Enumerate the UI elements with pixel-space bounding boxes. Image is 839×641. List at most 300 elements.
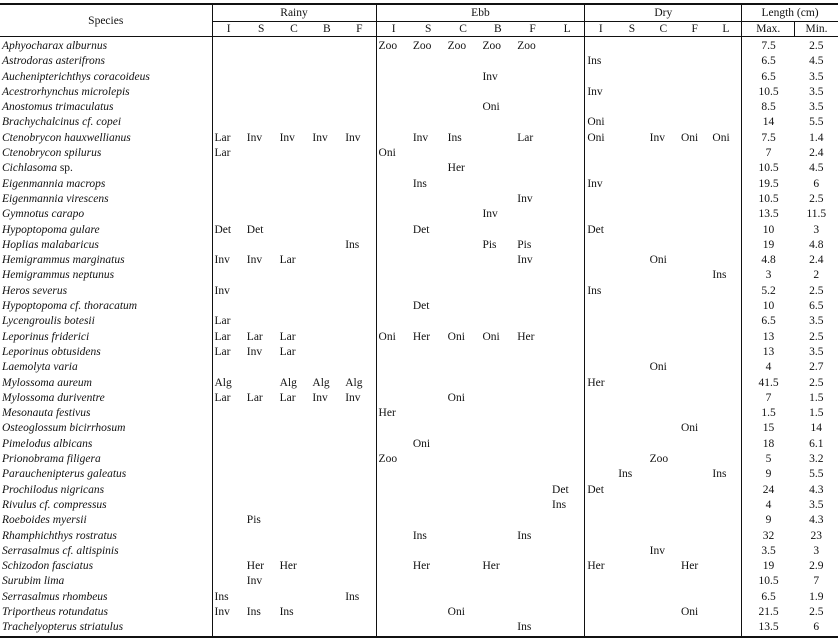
dry-diet-cell xyxy=(648,192,679,207)
ebb-diet-cell: Inv xyxy=(412,131,429,144)
dry-diet-cell xyxy=(710,513,741,528)
rainy-diet-cell xyxy=(343,452,376,467)
ebb-diet-cell xyxy=(515,223,550,238)
dry-diet-cell: Inv xyxy=(649,544,665,557)
table-row xyxy=(0,483,838,498)
rainy-diet-cell xyxy=(343,498,376,513)
dry-diet-cell xyxy=(679,437,710,452)
rainy-diet-cell: Inv xyxy=(246,254,263,267)
ebb-diet-cell xyxy=(411,391,446,406)
dry-diet-cell xyxy=(710,345,741,360)
length-max-cell: 4 xyxy=(742,498,795,513)
ebb-diet-cell xyxy=(411,100,446,115)
rainy-diet-cell xyxy=(212,437,245,452)
dry-diet-cell xyxy=(648,299,679,314)
length-group-header: Length (cm) xyxy=(742,4,838,22)
length-min-cell: 6 xyxy=(795,620,838,636)
ebb-diet-cell: Oni xyxy=(447,391,465,404)
species-cell xyxy=(0,100,212,115)
dry-diet-cell xyxy=(679,70,710,85)
ebb-diet-cell xyxy=(515,544,550,559)
ebb-diet-cell xyxy=(480,268,515,283)
ebb-diet-cell: Pis xyxy=(482,238,497,251)
dry-diet-cell xyxy=(710,452,741,467)
ebb-diet-cell xyxy=(411,70,446,85)
rainy-diet-cell: Lar xyxy=(212,345,245,360)
rainy-diet-cell xyxy=(245,37,278,55)
species-cell xyxy=(0,330,212,345)
ebb-diet-cell xyxy=(515,207,550,222)
dry-diet-cell xyxy=(710,85,741,100)
ebb-diet-cell xyxy=(446,100,481,115)
ebb-diet-cell xyxy=(446,314,481,329)
length-max-cell: 1.5 xyxy=(742,406,795,421)
ebb-diet-cell xyxy=(411,590,446,605)
rainy-diet-cell xyxy=(310,360,343,375)
ebb-diet-cell xyxy=(376,590,411,605)
rainy-diet-cell xyxy=(310,529,343,544)
rainy-diet-cell xyxy=(245,284,278,299)
rainy-diet-cell xyxy=(245,590,278,605)
table-row xyxy=(0,314,838,329)
rainy-diet-cell xyxy=(343,345,376,360)
rainy-diet-cell xyxy=(343,223,376,238)
ebb-diet-cell: Zoo xyxy=(376,452,411,467)
dry-diet-cell xyxy=(648,345,679,360)
rainy-diet-cell xyxy=(278,590,311,605)
table-row xyxy=(0,131,838,146)
rainy-diet-cell: Inv xyxy=(345,391,361,404)
length-max-cell: 5 xyxy=(742,452,795,467)
ebb-diet-cell xyxy=(515,100,550,115)
ebb-diet-cell xyxy=(376,284,411,299)
dry-diet-cell xyxy=(710,483,741,498)
ebb-diet-cell xyxy=(446,421,481,436)
length-max-cell: 32 xyxy=(742,529,795,544)
subcolumn-header: S xyxy=(245,22,278,37)
ebb-diet-cell xyxy=(515,467,550,482)
dry-diet-cell xyxy=(585,452,616,467)
ebb-diet-cell xyxy=(550,115,585,130)
dry-diet-cell xyxy=(679,544,710,559)
dry-diet-cell: Oni xyxy=(585,115,616,130)
dry-diet-cell xyxy=(616,161,647,176)
species-cell xyxy=(0,223,212,238)
dry-diet-cell xyxy=(710,192,741,207)
length-min-cell: 3.5 xyxy=(809,498,824,511)
dry-diet-cell xyxy=(585,207,616,222)
rainy-diet-cell: Her xyxy=(246,560,265,573)
species-name: Lycengroulis botesii xyxy=(2,315,95,328)
length-min-cell: 14 xyxy=(810,422,823,435)
ebb-diet-cell xyxy=(515,268,550,283)
rainy-diet-cell xyxy=(310,223,343,238)
dry-diet-cell xyxy=(648,268,679,283)
length-min-cell: 3.5 xyxy=(809,101,824,114)
dry-diet-cell xyxy=(710,544,741,559)
length-min-cell: 2.5 xyxy=(809,40,824,52)
dry-diet-cell xyxy=(710,421,741,436)
species-name: Serrasalmus cf. altispinis xyxy=(2,544,119,557)
rainy-diet-cell xyxy=(278,115,311,130)
ebb-diet-cell xyxy=(480,223,515,238)
dry-diet-cell xyxy=(648,100,679,115)
rainy-diet-cell: Ins xyxy=(345,590,360,603)
table-row xyxy=(0,345,838,360)
table-row xyxy=(0,207,838,222)
rainy-diet-cell: Lar xyxy=(246,330,263,343)
dry-diet-cell xyxy=(679,452,710,467)
ebb-diet-cell xyxy=(446,85,481,100)
dry-diet-cell xyxy=(585,467,616,482)
rainy-diet-cell xyxy=(278,268,311,283)
ebb-diet-cell xyxy=(446,284,481,299)
table-row xyxy=(0,37,838,55)
species-cell xyxy=(0,314,212,329)
rainy-diet-cell xyxy=(310,559,343,574)
dry-diet-cell xyxy=(616,299,647,314)
table-row xyxy=(0,376,838,391)
ebb-diet-cell: Oni xyxy=(412,437,431,450)
length-min-cell: 7 xyxy=(813,575,820,588)
length-max-cell: 5.2 xyxy=(742,284,795,299)
species-name: Gymnotus carapo xyxy=(2,208,85,221)
species-cell xyxy=(0,192,212,207)
subcolumn-header: S xyxy=(616,22,647,37)
rainy-diet-cell xyxy=(245,406,278,421)
species-name: Prochilodus nigricans xyxy=(2,483,105,496)
rainy-diet-cell xyxy=(310,452,343,467)
ebb-diet-cell: Zoo xyxy=(482,40,501,52)
dry-diet-cell: Oni xyxy=(649,361,667,374)
dry-diet-cell xyxy=(648,620,679,636)
rainy-diet-cell: Her xyxy=(279,560,297,573)
dry-diet-cell xyxy=(616,253,647,268)
subcolumn-header: F xyxy=(679,22,710,37)
length-max-cell: 21.5 xyxy=(742,605,795,620)
species-cell xyxy=(0,467,212,482)
ebb-diet-cell xyxy=(550,620,585,636)
ebb-diet-cell xyxy=(411,574,446,589)
ebb-diet-cell xyxy=(550,345,585,360)
rainy-diet-cell xyxy=(245,498,278,513)
rainy-diet-cell xyxy=(245,421,278,436)
dry-diet-cell xyxy=(616,376,647,391)
ebb-diet-cell xyxy=(446,54,481,69)
length-max-cell: 4 xyxy=(742,360,795,375)
rainy-diet-cell xyxy=(245,376,278,391)
dry-diet-cell xyxy=(648,376,679,391)
ebb-diet-cell xyxy=(446,253,481,268)
rainy-diet-cell xyxy=(278,483,311,498)
dry-diet-cell xyxy=(710,54,741,69)
ebb-diet-cell xyxy=(446,620,481,636)
dry-diet-cell xyxy=(648,223,679,238)
ebb-diet-cell xyxy=(376,391,411,406)
dry-diet-cell xyxy=(648,590,679,605)
species-cell xyxy=(0,483,212,498)
rainy-diet-cell xyxy=(343,268,376,283)
ebb-diet-cell xyxy=(376,605,411,620)
dry-diet-cell xyxy=(648,467,679,482)
dry-diet-cell xyxy=(616,345,647,360)
ebb-diet-cell xyxy=(550,421,585,436)
dry-diet-cell xyxy=(648,37,679,55)
ebb-diet-cell xyxy=(550,37,585,55)
length-min-cell: 1.5 xyxy=(809,391,824,404)
ebb-diet-cell xyxy=(480,54,515,69)
species-name: Heros severus xyxy=(2,284,68,297)
rainy-diet-cell xyxy=(278,529,311,544)
dry-diet-cell xyxy=(679,100,710,115)
dry-diet-cell xyxy=(679,223,710,238)
rainy-diet-cell xyxy=(212,421,245,436)
length-min-cell: 4.3 xyxy=(809,514,824,527)
dry-diet-cell xyxy=(585,345,616,360)
table-row xyxy=(0,115,838,130)
ebb-diet-cell xyxy=(515,498,550,513)
ebb-diet-cell: Inv xyxy=(482,208,498,221)
species-name: Ctenobrycon spilurus xyxy=(2,147,102,160)
table-row xyxy=(0,437,838,452)
dry-diet-cell xyxy=(710,498,741,513)
dry-diet-cell xyxy=(710,376,741,391)
rainy-diet-cell xyxy=(310,605,343,620)
rainy-diet-cell xyxy=(343,253,376,268)
dry-diet-cell xyxy=(585,37,616,55)
ebb-diet-cell xyxy=(411,146,446,161)
dry-diet-cell xyxy=(616,421,647,436)
dry-diet-cell xyxy=(616,177,647,192)
dry-diet-cell xyxy=(710,605,741,620)
table-row xyxy=(0,360,838,375)
rainy-diet-cell xyxy=(310,299,343,314)
species-name: Serrasalmus rhombeus xyxy=(2,590,108,603)
ebb-diet-cell xyxy=(446,513,481,528)
dry-diet-cell xyxy=(585,406,616,421)
ebb-diet-cell xyxy=(411,421,446,436)
ebb-diet-cell xyxy=(376,161,411,176)
ebb-diet-cell xyxy=(446,345,481,360)
ebb-diet-cell xyxy=(376,223,411,238)
ebb-diet-cell xyxy=(480,620,515,636)
species-name: Triportheus rotundatus xyxy=(2,605,108,618)
ebb-diet-cell xyxy=(376,115,411,130)
length-max-cell: 6.5 xyxy=(742,70,795,85)
ebb-diet-cell xyxy=(376,314,411,329)
dry-diet-cell: Inv xyxy=(649,131,665,144)
dry-diet-cell: Ins xyxy=(712,468,727,481)
ebb-diet-cell xyxy=(446,437,481,452)
dry-diet-cell: Ins xyxy=(585,54,616,69)
table-row xyxy=(0,284,838,299)
ebb-diet-cell: Det xyxy=(412,300,430,313)
length-max-cell: 10.5 xyxy=(742,574,795,589)
rainy-diet-cell xyxy=(212,467,245,482)
rainy-diet-cell xyxy=(278,192,311,207)
rainy-diet-cell: Lar xyxy=(212,314,245,329)
length-min-cell: 2.4 xyxy=(809,254,824,267)
species-name: Osteoglossum bicirrhosum xyxy=(2,422,126,435)
dry-diet-cell: Her xyxy=(585,376,616,391)
ebb-diet-cell xyxy=(376,620,411,636)
rainy-diet-cell xyxy=(343,483,376,498)
dry-diet-cell xyxy=(585,590,616,605)
dry-diet-cell xyxy=(616,559,647,574)
species-column-header: Species xyxy=(0,4,212,37)
rainy-diet-cell: Alg xyxy=(279,376,297,389)
rainy-diet-cell xyxy=(278,498,311,513)
ebb-diet-cell xyxy=(480,253,515,268)
species-cell xyxy=(0,574,212,589)
dry-diet-cell xyxy=(679,192,710,207)
rainy-diet-cell xyxy=(212,544,245,559)
table-row xyxy=(0,391,838,406)
ebb-diet-cell xyxy=(480,376,515,391)
species-name: Auchenipterichthys coracoideus xyxy=(2,70,150,83)
length-max-cell: 4.8 xyxy=(742,253,795,268)
ebb-diet-cell xyxy=(446,574,481,589)
rainy-diet-cell xyxy=(343,70,376,85)
rainy-diet-cell: Lar xyxy=(279,254,296,267)
dry-diet-cell xyxy=(648,391,679,406)
rainy-diet-cell xyxy=(212,452,245,467)
species-cell xyxy=(0,452,212,467)
rainy-diet-cell xyxy=(310,100,343,115)
subcolumn-header: I xyxy=(376,22,411,37)
species-name: Roeboides myersii xyxy=(2,514,87,527)
dry-diet-cell: Ins xyxy=(618,468,633,481)
dry-diet-cell xyxy=(648,314,679,329)
length-max-cell: 19 xyxy=(742,238,795,253)
ebb-diet-cell xyxy=(480,177,515,192)
length-max-cell: 13.5 xyxy=(742,620,795,636)
ebb-diet-cell xyxy=(515,345,550,360)
rainy-diet-cell xyxy=(343,360,376,375)
subcolumn-header: B xyxy=(480,22,515,37)
dry-diet-cell xyxy=(710,391,741,406)
ebb-diet-cell xyxy=(515,177,550,192)
ebb-diet-cell xyxy=(550,360,585,375)
ebb-diet-cell xyxy=(480,391,515,406)
dry-diet-cell xyxy=(710,620,741,636)
dry-diet-cell xyxy=(585,330,616,345)
ebb-diet-cell xyxy=(376,299,411,314)
rainy-diet-cell: Alg xyxy=(345,376,363,389)
table-body xyxy=(0,37,838,637)
table-row xyxy=(0,330,838,345)
species-name: Mylossoma aureum xyxy=(2,376,92,389)
rainy-diet-cell: Lar xyxy=(279,391,296,404)
ebb-diet-cell xyxy=(515,161,550,176)
species-name: Leporinus friderici xyxy=(2,330,90,343)
ebb-diet-cell xyxy=(446,177,481,192)
ebb-diet-cell xyxy=(480,115,515,130)
dry-diet-cell xyxy=(616,452,647,467)
length-max-cell: 13.5 xyxy=(742,207,795,222)
dry-diet-cell xyxy=(648,498,679,513)
dry-diet-cell xyxy=(616,284,647,299)
ebb-diet-cell xyxy=(446,406,481,421)
dry-diet-cell xyxy=(585,314,616,329)
dry-diet-cell: Det xyxy=(585,483,616,498)
rainy-diet-cell xyxy=(245,314,278,329)
length-max-cell: 41.5 xyxy=(742,376,795,391)
ebb-diet-cell xyxy=(550,452,585,467)
ebb-diet-cell xyxy=(376,544,411,559)
ebb-group-header: Ebb xyxy=(376,4,585,22)
species-cell xyxy=(0,360,212,375)
rainy-diet-cell: Pis xyxy=(246,514,261,527)
ebb-diet-cell xyxy=(376,513,411,528)
rainy-diet-cell xyxy=(245,85,278,100)
rainy-diet-cell xyxy=(343,620,376,636)
ebb-diet-cell xyxy=(446,192,481,207)
ebb-diet-cell xyxy=(550,85,585,100)
dry-diet-cell xyxy=(648,238,679,253)
species-cell xyxy=(0,406,212,421)
length-max-cell: 15 xyxy=(742,421,795,436)
dry-diet-cell xyxy=(616,360,647,375)
species-name: Rivulus cf. compressus xyxy=(2,498,107,511)
dry-diet-cell xyxy=(648,513,679,528)
length-min-cell: 1.9 xyxy=(809,590,824,603)
table-row xyxy=(0,559,838,574)
dry-group-header: Dry xyxy=(585,4,742,22)
rainy-diet-cell: Lar xyxy=(246,391,263,404)
ebb-diet-cell: Pis xyxy=(517,238,532,251)
rainy-diet-cell xyxy=(310,330,343,345)
ebb-diet-cell xyxy=(515,376,550,391)
ebb-diet-cell xyxy=(446,498,481,513)
rainy-diet-cell xyxy=(245,100,278,115)
rainy-diet-cell xyxy=(310,574,343,589)
dry-diet-cell xyxy=(648,85,679,100)
subcolumn-header: I xyxy=(212,22,245,37)
rainy-diet-cell xyxy=(343,529,376,544)
species-cell xyxy=(0,161,212,176)
species-suffix: sp. xyxy=(56,162,73,175)
rainy-diet-cell xyxy=(212,115,245,130)
dry-diet-cell xyxy=(679,345,710,360)
rainy-diet-cell xyxy=(212,406,245,421)
ebb-diet-cell xyxy=(411,406,446,421)
length-max-cell: 8.5 xyxy=(742,100,795,115)
rainy-diet-cell xyxy=(343,605,376,620)
ebb-diet-cell xyxy=(376,483,411,498)
table-row xyxy=(0,590,838,605)
species-cell xyxy=(0,620,212,636)
table-row xyxy=(0,452,838,467)
ebb-diet-cell xyxy=(550,406,585,421)
rainy-diet-cell xyxy=(278,37,311,55)
rainy-diet-cell xyxy=(245,70,278,85)
ebb-diet-cell xyxy=(515,559,550,574)
rainy-diet-cell: Lar xyxy=(279,345,296,358)
rainy-diet-cell xyxy=(212,620,245,636)
rainy-diet-cell xyxy=(310,284,343,299)
rainy-diet-cell xyxy=(310,620,343,636)
ebb-diet-cell xyxy=(411,85,446,100)
length-max-cell: 3 xyxy=(742,268,795,283)
species-cell xyxy=(0,131,212,146)
ebb-diet-cell: Oni xyxy=(376,330,411,345)
dry-diet-cell xyxy=(710,314,741,329)
ebb-diet-cell xyxy=(411,345,446,360)
table-row xyxy=(0,574,838,589)
dry-diet-cell xyxy=(648,483,679,498)
dry-diet-cell xyxy=(648,605,679,620)
